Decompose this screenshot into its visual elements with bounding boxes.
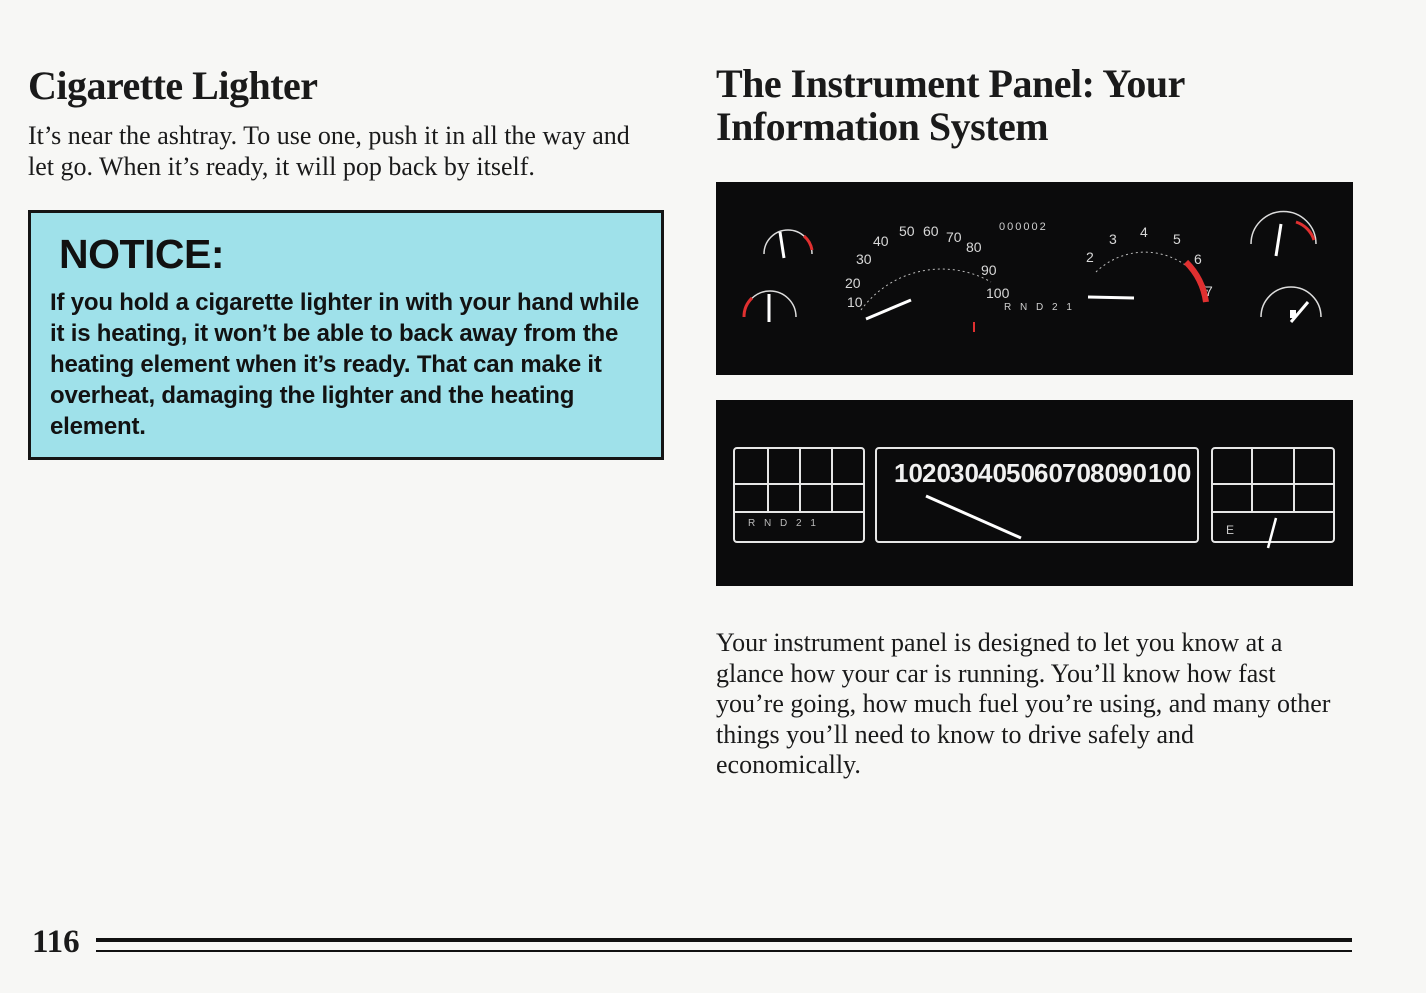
footer-rule xyxy=(96,938,1352,942)
tach-tick-label: 2 xyxy=(1086,249,1094,265)
speedometer xyxy=(861,269,991,332)
digital-speed-labels xyxy=(894,458,1191,488)
digital-speed-label: 20 xyxy=(922,458,951,488)
cigarette-lighter-paragraph: It’s near the ashtray. To use one, push it in all the way and let go. When it’s ready, it will pop back by itself. xyxy=(28,121,630,181)
tach-tick-label: 7 xyxy=(1205,283,1213,299)
speed-tick-label: 60 xyxy=(923,223,939,239)
gear-indicator: R N D 2 1 xyxy=(748,518,819,529)
digital-speed-label: 80 xyxy=(1090,458,1119,488)
speed-tick-label: 40 xyxy=(873,233,889,249)
page-number: 116 xyxy=(32,924,80,960)
speed-tick-label: 80 xyxy=(966,239,982,255)
speed-tick-label: 10 xyxy=(847,294,863,310)
voltmeter-gauge xyxy=(764,230,812,258)
digital-cluster-illustration xyxy=(716,400,1353,586)
fuel-empty-label: E xyxy=(1226,523,1235,537)
instrument-panel-paragraph: Your instrument panel is designed to let you know at a glance how your car is running. You’ll know how fast you’re going, how much fuel you’re using, and many other things you’ll need to know to drive safely and economically. xyxy=(716,628,1331,779)
tach-tick-label: 5 xyxy=(1173,231,1181,247)
temperature-gauge xyxy=(1251,212,1316,257)
digital-speed-label: 40 xyxy=(978,458,1007,488)
digital-speed-label: 90 xyxy=(1118,458,1147,488)
digital-instrument-cluster-photo xyxy=(716,400,1353,586)
digital-speed-label: 50 xyxy=(1006,458,1035,488)
tach-tick-label: 6 xyxy=(1194,251,1202,267)
speed-tick-label: 20 xyxy=(845,275,861,291)
digital-speed-label: 30 xyxy=(950,458,979,488)
digital-speed-label: 10 xyxy=(894,458,923,488)
odometer-readout: 000002 xyxy=(999,221,1048,233)
tach-tick-label: 4 xyxy=(1140,224,1148,240)
digital-speed-label: 60 xyxy=(1034,458,1063,488)
speed-tick-label: 30 xyxy=(856,251,872,267)
tach-tick-label: 3 xyxy=(1109,231,1117,247)
notice-box xyxy=(28,210,664,460)
speedometer-tick-labels xyxy=(845,223,1010,310)
oil-pressure-gauge xyxy=(744,291,796,322)
section-title-instrument-panel: The Instrument Panel: Your Information System xyxy=(716,61,1185,149)
analog-cluster-illustration xyxy=(716,182,1353,375)
speed-tick-label: 50 xyxy=(899,223,915,239)
notice-text: If you hold a cigarette lighter in with your hand while it is heating, it won’t be able to back away from the heating element when it’s ready. That can make it overheat, damaging the lighter and the heating element. xyxy=(50,289,640,440)
footer-rule-thin xyxy=(96,950,1352,952)
section-title-cigarette-lighter: Cigarette Lighter xyxy=(28,63,318,108)
digital-speed-label: 100 xyxy=(1148,458,1192,488)
speed-tick-label: 90 xyxy=(981,262,997,278)
analog-instrument-cluster-photo xyxy=(716,182,1353,375)
fuel-gauge xyxy=(1261,287,1321,322)
tachometer xyxy=(1086,224,1213,302)
speed-tick-label: 70 xyxy=(946,229,962,245)
speed-tick-label: 100 xyxy=(986,285,1010,301)
notice-heading: NOTICE: xyxy=(59,231,225,277)
gear-indicator: R N D 2 1 xyxy=(1004,302,1075,313)
digital-speed-label: 70 xyxy=(1062,458,1091,488)
